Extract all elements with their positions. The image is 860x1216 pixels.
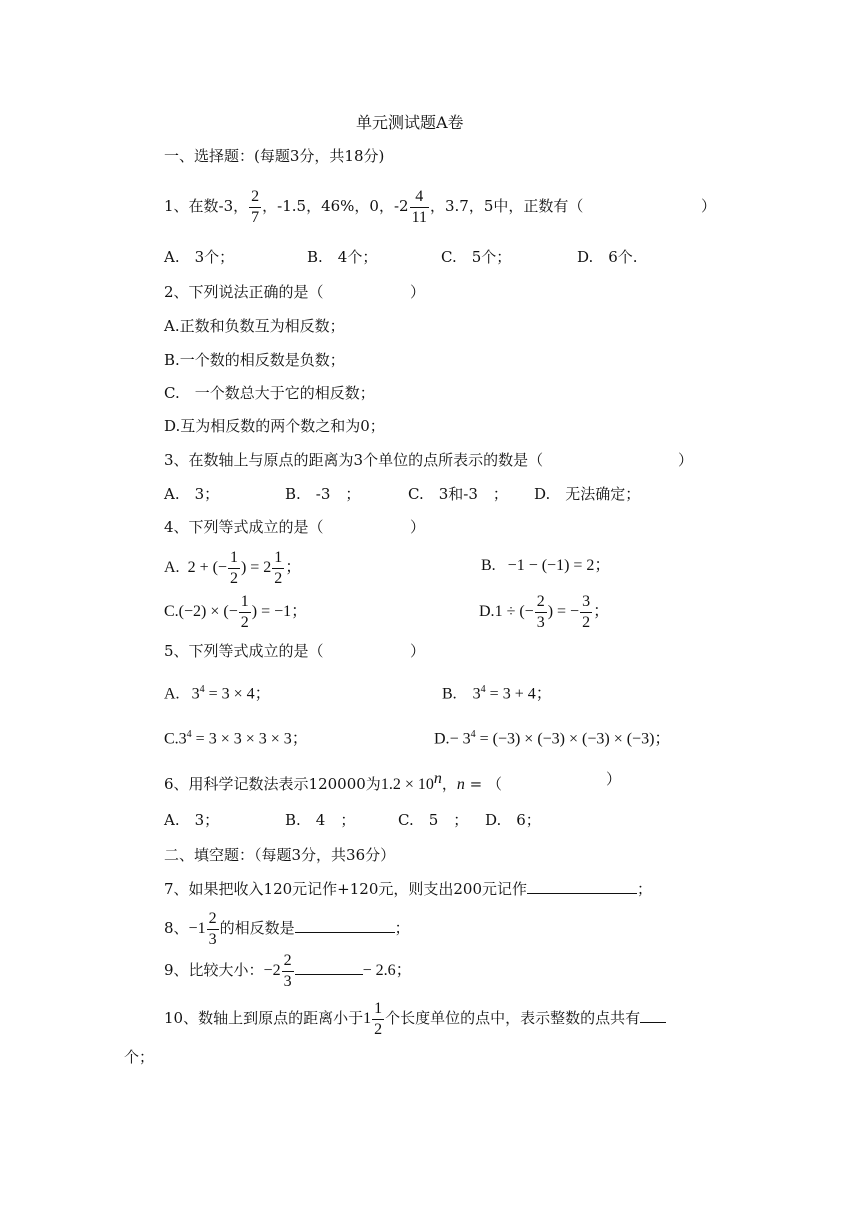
fraction-denominator: 11 — [411, 208, 427, 226]
fraction-1-2 — [228, 548, 240, 589]
fraction-denominator: 2 — [274, 569, 283, 587]
power-exponent: 4 — [186, 729, 192, 740]
q6-paren-close: ） — [606, 770, 622, 788]
power-base: − 3 — [449, 730, 471, 748]
option-label: C. — [164, 603, 179, 620]
q7-end: ； — [637, 880, 653, 898]
q8-end: ； — [394, 919, 410, 937]
expr-part: ) = −1； — [251, 603, 308, 620]
q6-equals-paren: = （ — [464, 775, 502, 793]
expr-part: ) = − — [547, 603, 580, 620]
expr-part: = 3 × 4； — [204, 685, 271, 703]
q1-stem-a: 1、在数-3， — [164, 197, 249, 215]
variable-n: n — [456, 776, 465, 793]
q4-option-a — [164, 546, 301, 590]
option-label: A. — [164, 559, 180, 576]
q9-text: 9、比较大小： — [164, 961, 264, 979]
q5-option-d — [434, 725, 670, 749]
q1-option-d: D. 6个. — [577, 248, 638, 266]
q3-option-d: D. 无法确定； — [534, 485, 641, 503]
q3-option-c: C. 3和-3 ； — [408, 485, 508, 503]
q10-text-b: 个长度单位的点中，表示整数的点共有 — [385, 1009, 641, 1027]
q3-option-b: B. -3 ； — [285, 485, 361, 503]
power-base: 3 — [191, 685, 200, 703]
q7-text: 7、如果把收入120元记作+120元，则支出200元记作 — [164, 880, 528, 898]
fraction-2-3 — [535, 592, 547, 633]
q6-stem-text: 6、用科学记数法表示120000为 — [164, 775, 381, 793]
option-label: C. — [164, 730, 179, 748]
fraction-denominator: 2 — [582, 613, 591, 631]
q1-paren-close: ） — [701, 197, 717, 215]
q6-option-c: C. 5 ； — [398, 811, 469, 829]
answer-blank — [295, 960, 363, 975]
q1-stem-b: ，-1.5，46%，0，-2 — [262, 197, 409, 215]
expr-part: (−2) × (− — [178, 603, 238, 620]
fraction-denominator: 3 — [208, 930, 217, 948]
fraction-denominator: 3 — [283, 972, 292, 990]
answer-blank — [295, 918, 395, 933]
question-5-stem: 5、下列等式成立的是（ — [164, 642, 324, 660]
fraction-2-3 — [207, 909, 219, 950]
q2-option-b: B.一个数的相反数是负数； — [164, 351, 345, 369]
mixed-whole: −2 — [263, 962, 281, 979]
fraction-denominator: 2 — [240, 613, 249, 631]
fraction-numerator: 1 — [272, 548, 284, 569]
q8-text: 的相反数是 — [219, 919, 295, 937]
expr-part: ) = 2 — [240, 559, 272, 576]
option-label: D. — [479, 603, 495, 620]
expr-part: = (−3) × (−3) × (−3) × (−3)； — [475, 730, 671, 748]
expr-part: = 3 + 4； — [485, 685, 552, 703]
fraction-3-2 — [580, 592, 592, 633]
q6-comma: ， — [441, 775, 457, 793]
q5-option-c — [164, 725, 308, 749]
question-6-stem — [164, 769, 502, 795]
fraction-2-3 — [282, 951, 294, 992]
fraction-1-2 — [372, 999, 384, 1040]
question-8 — [164, 906, 410, 951]
q5-option-b — [442, 680, 552, 704]
section-heading-fill: 二、填空题：（每题3分，共36分） — [164, 846, 396, 864]
q3-paren-close: ） — [678, 451, 694, 469]
q10-text-a: 10、数轴上到原点的距离小于 — [164, 1009, 364, 1027]
page-title: 单元测试题A卷 — [356, 113, 464, 132]
answer-blank — [527, 879, 637, 894]
q5-option-a — [164, 680, 271, 704]
power-base: 3 — [178, 730, 187, 748]
q2-paren-close: ） — [410, 283, 426, 301]
q4-option-b — [481, 556, 610, 576]
q6-option-d: D. 6； — [485, 811, 541, 829]
power-exponent: 4 — [480, 684, 486, 695]
expr-part: 1 ÷ (− — [494, 603, 534, 620]
fraction-numerator: 1 — [372, 999, 384, 1020]
sci-notation-exponent: n — [433, 770, 442, 787]
q1-fraction-2-7 — [249, 187, 261, 228]
option-label: D. — [434, 730, 450, 748]
fraction-denominator: 2 — [374, 1020, 383, 1038]
option-label: A. — [164, 685, 180, 703]
q2-option-d: D.互为相反数的两个数之和为0； — [164, 417, 385, 435]
power-base: 3 — [472, 685, 481, 703]
fraction-numerator: 3 — [580, 592, 592, 613]
fraction-denominator: 2 — [229, 569, 238, 587]
fraction-numerator: 2 — [249, 187, 261, 208]
q3-option-a: A. 3； — [164, 485, 220, 503]
expr-part: ； — [593, 603, 610, 620]
q6-option-a: A. 3； — [164, 811, 220, 829]
fraction-numerator: 2 — [282, 951, 294, 972]
expr-part: −1 − (−1) = 2； — [507, 557, 611, 574]
fraction-numerator: 2 — [207, 909, 219, 930]
q5-paren-close: ） — [410, 642, 426, 660]
mixed-whole: 1 — [363, 1010, 372, 1027]
sci-notation-base: 1.2 × 10 — [380, 776, 434, 793]
fraction-1-2 — [239, 592, 251, 633]
question-10 — [164, 996, 666, 1041]
answer-blank — [640, 1008, 666, 1023]
q9-compare-value: − 2.6； — [362, 962, 412, 979]
section-heading-choice: 一、选择题：(每题3分，共18分) — [164, 147, 385, 165]
q6-option-b: B. 4 ； — [285, 811, 356, 829]
fraction-denominator: 3 — [536, 613, 545, 631]
question-4-stem: 4、下列等式成立的是（ — [164, 518, 324, 536]
power-exponent: 4 — [470, 729, 476, 740]
expr-part: = 3 × 3 × 3 × 3； — [191, 730, 308, 748]
power-exponent: 4 — [199, 684, 205, 695]
mixed-whole: −1 — [188, 920, 206, 937]
option-label: B. — [442, 685, 457, 703]
fraction-denominator: 7 — [251, 208, 260, 226]
q1-option-a: A. 3个； — [164, 248, 235, 266]
question-2-stem: 2、下列说法正确的是（ — [164, 283, 324, 301]
expr-part: 2 + (− — [187, 559, 227, 576]
q10-line2: 个； — [124, 1048, 155, 1066]
question-1-stem — [164, 184, 583, 228]
q2-option-a: A.正数和负数互为相反数； — [164, 317, 345, 335]
q4-paren-close: ） — [410, 518, 426, 536]
fraction-numerator: 4 — [410, 187, 429, 208]
q2-option-c: C. 一个数总大于它的相反数； — [164, 384, 375, 402]
question-3-stem: 3、在数轴上与原点的距离为3个单位的点所表示的数是（ — [164, 451, 544, 469]
question-7 — [164, 879, 652, 899]
option-label: B. — [481, 557, 496, 574]
q1-fraction-4-11 — [410, 187, 429, 228]
fraction-numerator: 2 — [535, 592, 547, 613]
fraction-1-2 — [272, 548, 284, 589]
question-9 — [164, 948, 412, 993]
q4-option-d — [479, 590, 609, 634]
fraction-numerator: 1 — [228, 548, 240, 569]
q8-number: 8、 — [164, 919, 189, 937]
q1-option-b: B. 4个； — [307, 248, 378, 266]
fraction-numerator: 1 — [239, 592, 251, 613]
expr-part: ； — [285, 559, 302, 576]
q1-stem-c: ，3.7，5中，正数有（ — [429, 197, 584, 215]
q4-option-c — [164, 590, 307, 634]
q1-option-c: C. 5个； — [441, 248, 512, 266]
